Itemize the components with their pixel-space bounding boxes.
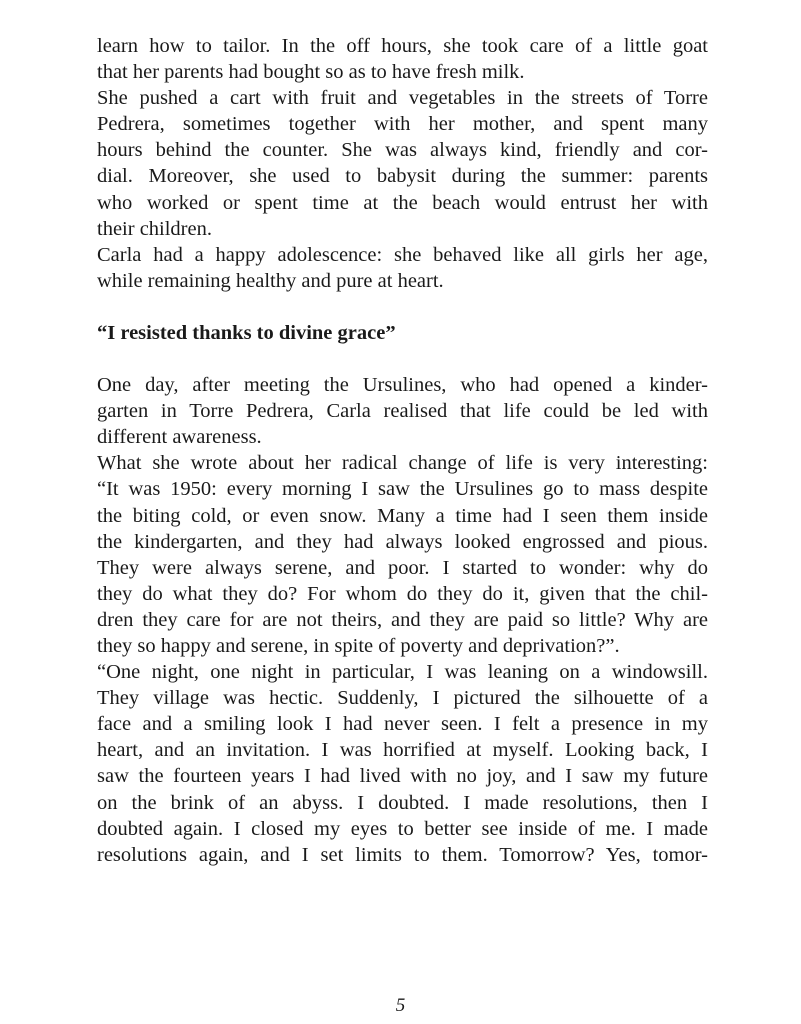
text-line: who worked or spent time at the beach would entrust her with	[97, 191, 708, 214]
text-line: they so happy and serene, in spite of poverty and deprivation?”.	[97, 634, 620, 657]
text-line: resolutions again, and I set limits to them. Tomorrow? Yes, tomor-	[97, 843, 708, 866]
text-line: They village was hectic. Suddenly, I pictured the silhouette of a	[97, 687, 708, 710]
text-line: their children.	[97, 217, 212, 240]
text-line: they do what they do? For whom do they do it, given that the chil-	[97, 582, 708, 605]
text-line: garten in Torre Pedrera, Carla realised that life could be led with	[97, 400, 708, 423]
book-page	[97, 33, 708, 868]
text-line: hours behind the counter. She was always kind, friendly and cor-	[97, 139, 708, 162]
paragraph-goat	[97, 33, 708, 85]
text-line: What she wrote about her radical change of life is very interesting:	[97, 452, 708, 475]
text-line: dial. Moreover, she used to babysit during the summer: parents	[97, 165, 708, 188]
text-line: saw the fourteen years I had lived with no joy, and I saw my future	[97, 765, 708, 788]
text-line: face and a smiling look I had never seen. I felt a presence in my	[97, 713, 708, 736]
text-line: the biting cold, or even snow. Many a time had I seen them inside	[97, 504, 708, 527]
text-line: doubted again. I closed my eyes to better see inside of me. I made	[97, 817, 708, 840]
section-heading: “I resisted thanks to divine grace”	[97, 321, 396, 344]
text-line: that her parents had bought so as to have fresh milk.	[97, 61, 525, 84]
paragraph-one-night	[97, 659, 708, 868]
text-line: “One night, one night in particular, I was leaning on a windowsill.	[97, 661, 708, 684]
paragraph-cart	[97, 85, 708, 242]
page-number: 5	[395, 995, 406, 1016]
text-line: the kindergarten, and they had always looked engrossed and pious.	[97, 530, 708, 553]
paragraph-radical-change	[97, 450, 708, 659]
text-line: She pushed a cart with fruit and vegetables in the streets of Torre	[97, 87, 708, 110]
text-line: Carla had a happy adolescence: she behaved like all girls her age,	[97, 243, 708, 266]
paragraph-adolescence	[97, 242, 708, 294]
text-line: dren they care for are not theirs, and they are paid so little? Why are	[97, 608, 708, 631]
text-line: heart, and an invitation. I was horrified at myself. Looking back, I	[97, 739, 708, 762]
text-line: “It was 1950: every morning I saw the Ursulines go to mass despite	[97, 478, 708, 501]
text-line: while remaining healthy and pure at heart.	[97, 269, 444, 292]
text-line: learn how to tailor. In the off hours, she took care of a little goat	[97, 35, 708, 57]
text-line: One day, after meeting the Ursulines, who had opened a kinder-	[97, 374, 708, 397]
paragraph-ursulines	[97, 372, 708, 450]
text-line: Pedrera, sometimes together with her mother, and spent many	[97, 113, 708, 136]
text-line: different awareness.	[97, 426, 262, 449]
text-line: on the brink of an abyss. I doubted. I made resolutions, then I	[97, 791, 708, 814]
text-line: They were always serene, and poor. I started to wonder: why do	[97, 556, 708, 579]
